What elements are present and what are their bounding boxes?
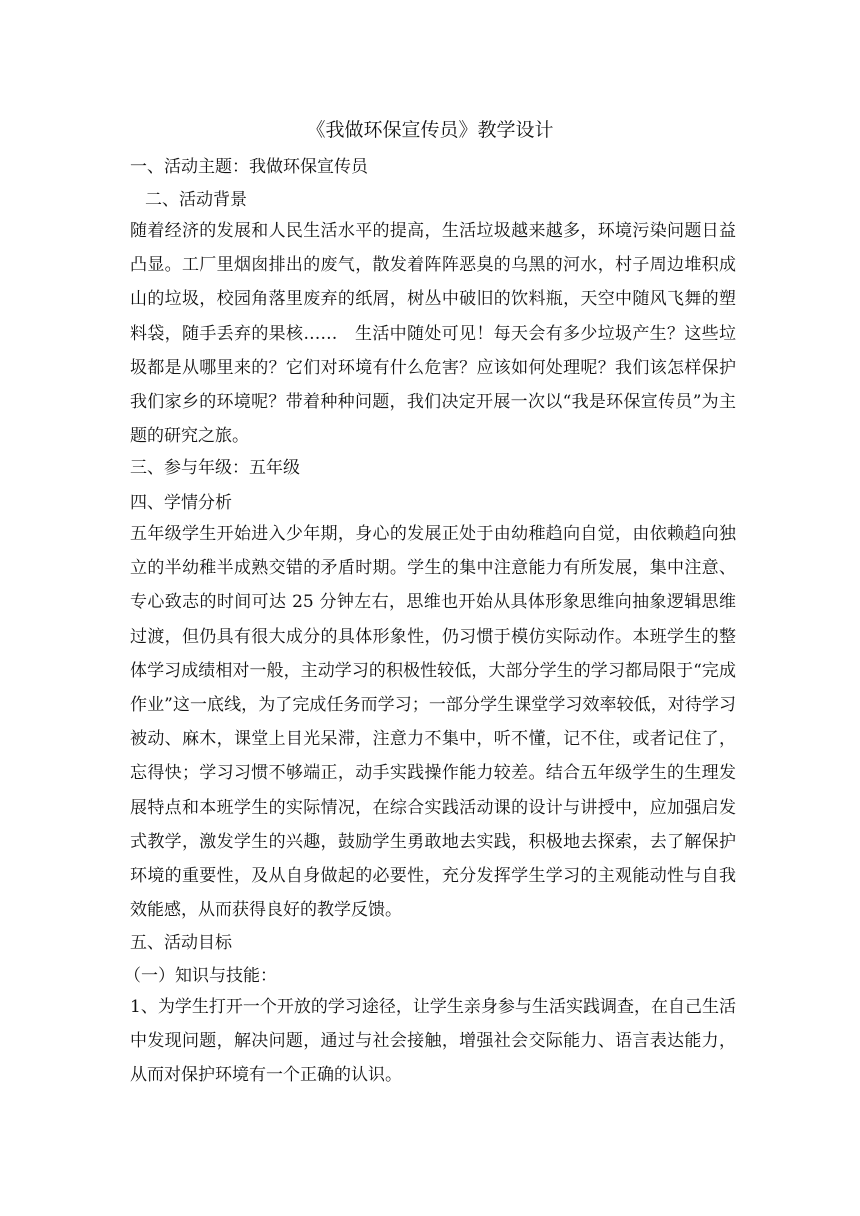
paragraph-background: 随着经济的发展和人民生活水平的提高，生活垃圾越来越多，环境污染问题日益凸显。工厂里烟囱排出的废气，散发着阵阵恶臭的乌黑的河水，村子周边堆积成山的垃圾，校园角落里废弃的纸屑，树丛中破旧的饮料瓶，天空中随风飞舞的塑料袋，随手丢弃的果核…… 生活中随处可见！每天会有多少垃圾产生？这些垃圾都是从哪里来的？它们对环境有什么危害？应该如何处理呢？我们该怎样保护我们家乡的环境呢？带着种种问题，我们决定开展一次以“我是环保宣传员”为主题的研究之旅。 <box>130 221 736 447</box>
section-heading-analysis: 四、学情分析 <box>130 493 232 513</box>
section-heading-background: 二、活动背景 <box>145 190 247 210</box>
section-heading-goals: 五、活动目标 <box>130 933 232 953</box>
section-heading-theme: 一、活动主题：我做环保宣传员 <box>130 157 368 177</box>
paragraph-analysis: 五年级学生开始进入少年期，身心的发展正处于由幼稚趋向自觉，由依赖趋向独立的半幼稚半成熟交错的矛盾时期。学生的集中注意能力有所发展，集中注意、专心致志的时间可达 25 分钟左右，思维也开始从具体形象思维向抽象逻辑思维过渡，但仍具有很大成分的具体形象性，仍习惯于模仿实际动作。本班学生的整体学习成绩相对一般，主动学习的积极性较低，大部分学生的学习都局限于“完成作业”这一底线，为了完成任务而学习；一部分学生课堂学习效率较低，对待学习被动、麻木，课堂上目光呆滞，注意力不集中，听不懂，记不住，或者记住了，忘得快；学习习惯不够端正，动手实践操作能力较差。结合五年级学生的生理发展特点和本班学生的实际情况，在综合实践活动课的设计与讲授中，应加强启发式教学，激发学生的兴趣，鼓励学生勇敢地去实践，积极地去探索，去了解保护环境的重要性，及从自身做起的必要性，充分发挥学生学习的主观能动性与自我效能感，从而获得良好的教学反馈。 <box>130 524 736 921</box>
subsection-heading-knowledge: （一）知识与技能： <box>124 966 277 986</box>
paragraph-goal-1: 1、为学生打开一个开放的学习途径，让学生亲身参与生活实践调查，在自己生活中发现问题，解决问题，通过与社会接触，增强社会交际能力、语言表达能力，从而对保护环境有一个正确的认识。 <box>130 997 736 1086</box>
section-heading-grade: 三、参与年级：五年级 <box>130 458 300 478</box>
document-title: 《我做环保宣传员》教学设计 <box>306 119 554 141</box>
